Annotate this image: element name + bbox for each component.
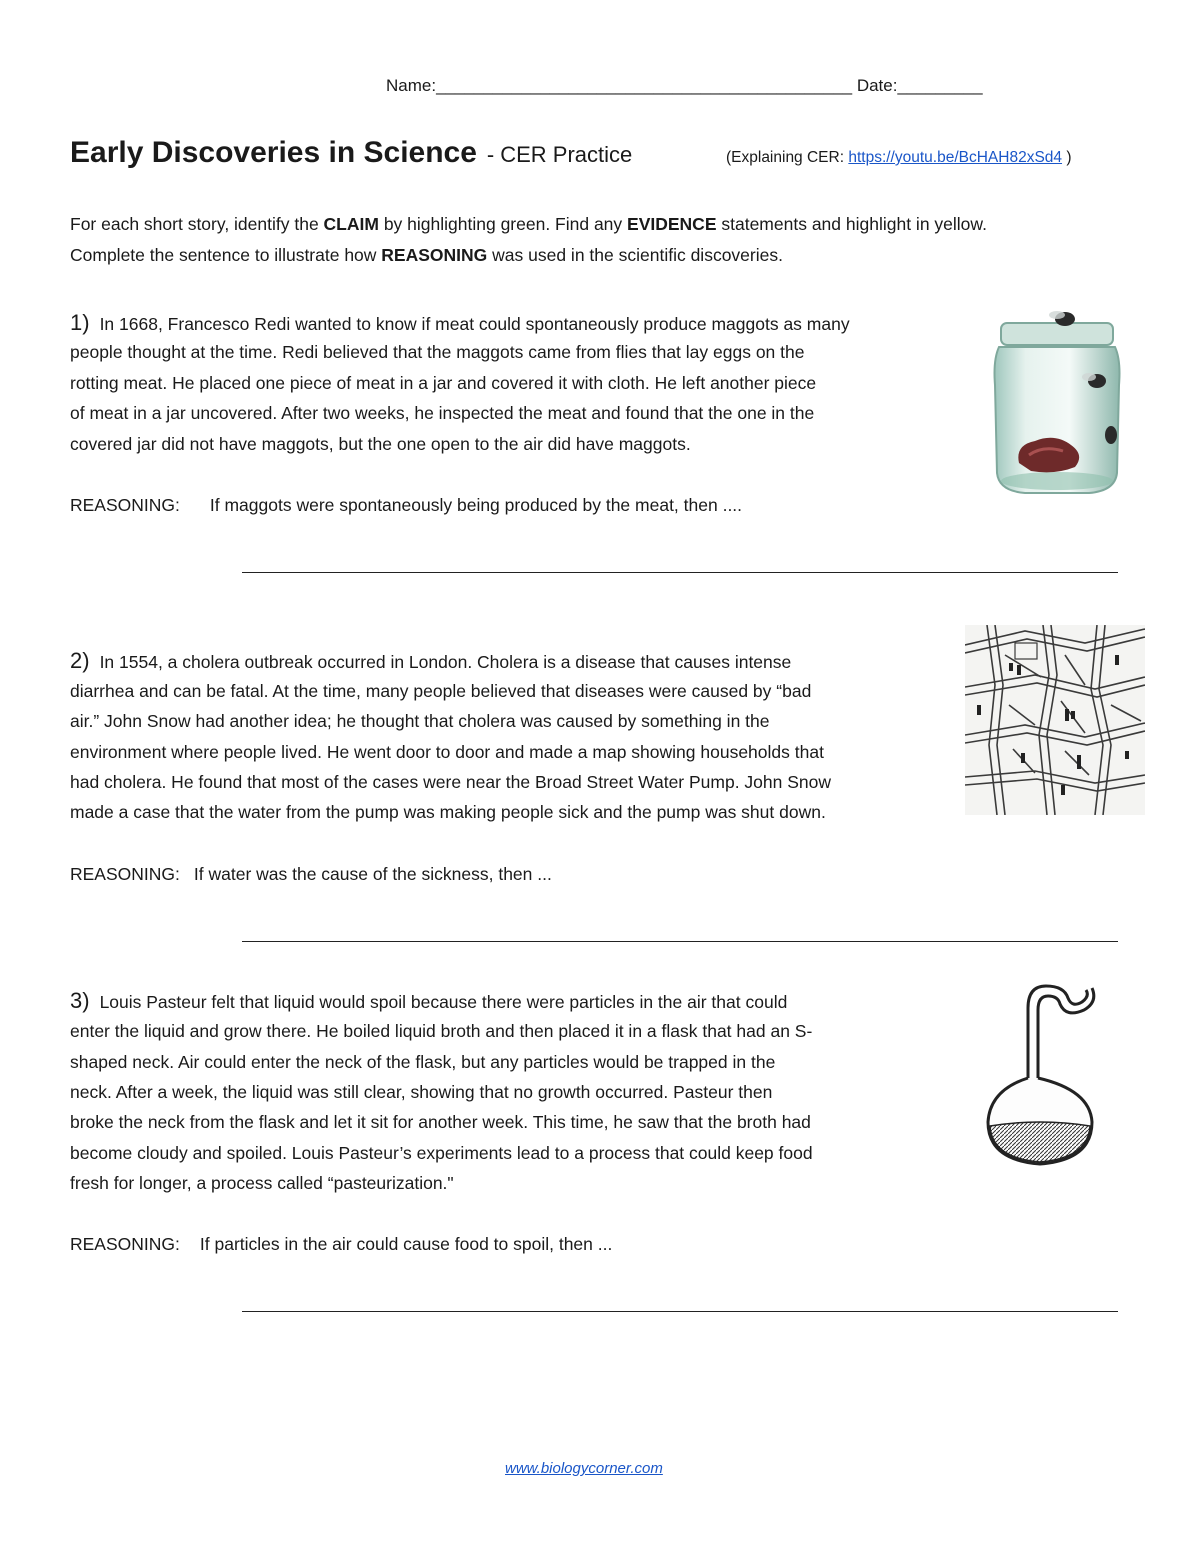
explain-suffix: ) xyxy=(1066,149,1072,166)
claim-keyword: CLAIM xyxy=(323,214,379,234)
instructions-line-2 xyxy=(70,245,783,266)
story-line: air.” John Snow had another idea; he thought that cholera was caused by something in the xyxy=(70,711,770,731)
instructions-text: For each short story, identify the xyxy=(70,214,324,234)
reasoning-label: REASONING: xyxy=(70,1234,180,1254)
reasoning-prompt: If particles in the air could cause food to spoil, then ... xyxy=(199,1234,613,1254)
answer-line[interactable] xyxy=(242,1311,1118,1312)
date-label: Date: xyxy=(856,76,898,95)
question-number: 3) xyxy=(70,988,90,1013)
question-number: 2) xyxy=(70,648,90,673)
page-subtitle: CER Practice xyxy=(500,142,633,167)
story-line: shaped neck. Air could enter the neck of the flask, but any particles would be trapped in the xyxy=(70,1052,776,1072)
explain-cer xyxy=(726,149,1072,167)
reasoning-keyword: REASONING xyxy=(381,245,488,265)
instructions-line-1 xyxy=(70,214,987,235)
name-field[interactable]: ____________________________________________ xyxy=(436,76,853,95)
title-separator: - xyxy=(486,142,495,167)
question-number: 1) xyxy=(70,310,90,335)
story-line: of meat in a jar uncovered. After two weeks, he inspected the meat and found that the one in the xyxy=(70,403,815,423)
story-line: broke the neck from the flask and let it sit for another week. This time, he saw that the broth had xyxy=(70,1112,811,1132)
answer-line[interactable] xyxy=(242,941,1118,942)
story-line xyxy=(70,310,850,336)
name-label: Name: xyxy=(386,76,437,95)
date-field[interactable]: _________ xyxy=(897,76,983,95)
reasoning-prompt: If water was the cause of the sickness, then ... xyxy=(193,864,552,884)
instructions-text: was used in the scientific discoveries. xyxy=(487,245,783,265)
story-line: neck. After a week, the liquid was still clear, showing that no growth occurred. Pasteur then xyxy=(70,1082,773,1102)
instructions-text: by highlighting green. Find any xyxy=(378,214,628,234)
name-date-line xyxy=(386,76,983,96)
reasoning-label: REASONING: xyxy=(70,864,180,884)
story-line: had cholera. He found that most of the cases were near the Broad Street Water Pump. John Snow xyxy=(70,772,832,792)
instructions-text: Complete the sentence to illustrate how xyxy=(70,245,382,265)
evidence-keyword: EVIDENCE xyxy=(627,214,717,234)
story-line: environment where people lived. He went door to door and made a map showing households that xyxy=(70,742,824,762)
story-text: Louis Pasteur felt that liquid would spoil because there were particles in the air that could xyxy=(99,992,788,1012)
story-text: In 1554, a cholera outbreak occurred in London. Cholera is a disease that causes intense xyxy=(99,652,792,672)
reasoning-line xyxy=(70,1234,612,1255)
reasoning-label: REASONING: xyxy=(70,495,180,515)
instructions-text: statements and highlight in yellow. xyxy=(716,214,987,234)
answer-line[interactable] xyxy=(242,572,1118,573)
reasoning-prompt: If maggots were spontaneously being produced by the meat, then .... xyxy=(209,495,743,515)
story-line xyxy=(70,648,791,674)
page-title: Early Discoveries in Science xyxy=(70,136,477,169)
jar-with-flies-image xyxy=(985,305,1130,497)
story-line: rotting meat. He placed one piece of meat in a jar and covered it with cloth. He left another piece xyxy=(70,373,817,393)
story-line: become cloudy and spoiled. Louis Pasteur’s experiments lead to a process that could keep food xyxy=(70,1143,813,1163)
reasoning-line xyxy=(70,495,742,516)
story-line: enter the liquid and grow there. He boiled liquid broth and then placed it in a flask that had an S- xyxy=(70,1021,813,1041)
explain-cer-link[interactable]: https://youtu.be/BcHAH82xSd4 xyxy=(848,149,1063,166)
story-line: people thought at the time. Redi believed that the maggots came from flies that lay eggs on the xyxy=(70,342,805,362)
cholera-map-image xyxy=(965,625,1145,815)
story-line: diarrhea and can be fatal. At the time, many people believed that diseases were caused by “bad xyxy=(70,681,812,701)
story-line: covered jar did not have maggots, but the one open to the air did have maggots. xyxy=(70,434,691,454)
story-text: In 1668, Francesco Redi wanted to know if meat could spontaneously produce maggots as many xyxy=(99,314,850,334)
swan-neck-flask-image xyxy=(980,978,1105,1170)
story-line xyxy=(70,988,787,1014)
story-line: fresh for longer, a process called “pasteurization." xyxy=(70,1173,454,1193)
title-row xyxy=(70,136,632,170)
footer-link[interactable]: www.biologycorner.com xyxy=(505,1460,663,1477)
reasoning-line xyxy=(70,864,552,885)
story-line: made a case that the water from the pump was making people sick and the pump was shut down. xyxy=(70,802,826,822)
explain-prefix: (Explaining CER: xyxy=(726,149,845,166)
